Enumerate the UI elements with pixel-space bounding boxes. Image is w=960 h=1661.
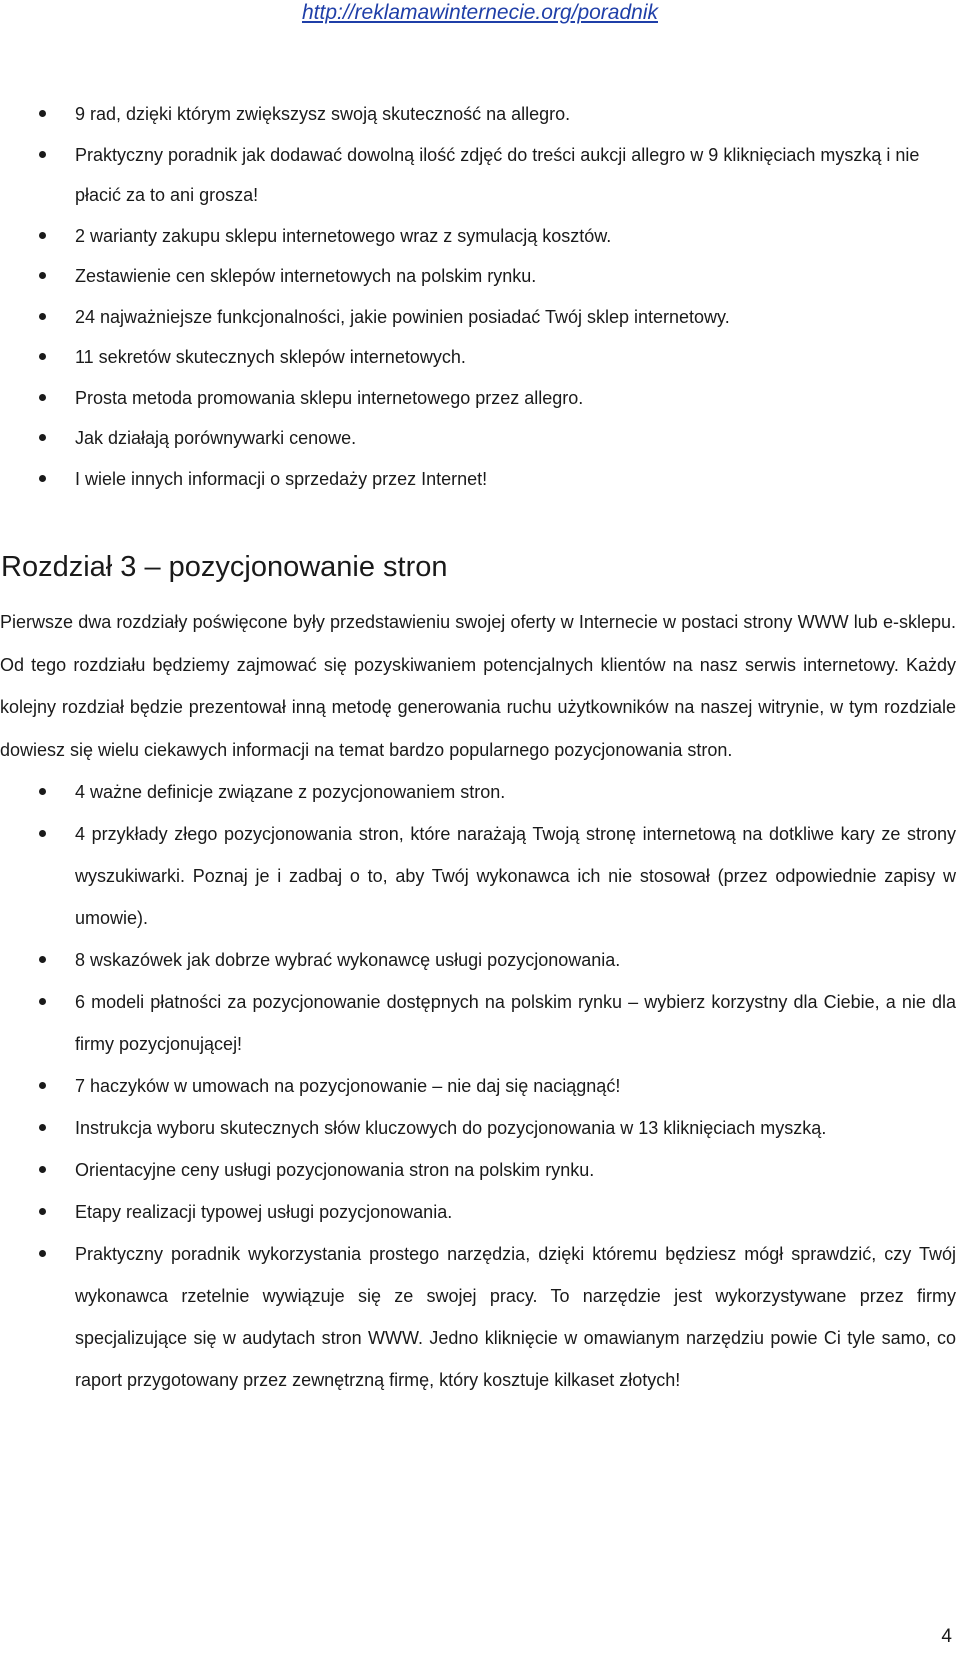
list-item: Orientacyjne ceny usługi pozycjonowania stron na polskim rynku. <box>0 1149 960 1191</box>
page-number: 4 <box>941 1626 952 1647</box>
page-content <box>0 94 960 1401</box>
list-item: 8 wskazówek jak dobrze wybrać wykonawcę usługi pozycjonowania. <box>0 939 960 981</box>
chapter-intro: Pierwsze dwa rozdziały poświęcone były przedstawieniu swojej oferty w Internecie w postaci strony WWW lub e-sklepu. Od tego rozdziału będziemy zajmować się pozyskiwaniem potencjalnych klientów na nasz serwis internetowy. Każdy kolejny rozdział będzie prezentował inną metodę generowania ruchu użytkowników na naszej witrynie, w tym rozdziale dowiesz się wielu ciekawych informacji na temat bardzo popularnego pozycjonowania stron. <box>0 612 956 760</box>
list-item: Etapy realizacji typowej usługi pozycjonowania. <box>0 1191 960 1233</box>
list-item: 7 haczyków w umowach na pozycjonowanie – nie daj się naciągnąć! <box>0 1065 960 1107</box>
list-item: Prosta metoda promowania sklepu internetowego przez allegro. <box>0 378 960 419</box>
list-item: 24 najważniejsze funkcjonalności, jakie powinien posiadać Twój sklep internetowy. <box>0 297 960 338</box>
list-item: 9 rad, dzięki którym zwiększysz swoją skuteczność na allegro. <box>0 94 960 135</box>
list-item: 4 przykłady złego pozycjonowania stron, które narażają Twoją stronę internetową na dotkliwe kary ze strony wyszukiwarki. Poznaj je i zadbaj o to, aby Twój wykonawca ich nie stosował (przez odpowiednie zapisy w umowie). <box>0 813 960 939</box>
list-item: Praktyczny poradnik jak dodawać dowolną ilość zdjęć do treści aukcji allegro w 9 kliknięciach myszką i nie płacić za to ani grosza! <box>0 135 960 216</box>
list-item: 4 ważne definicje związane z pozycjonowaniem stron. <box>0 771 960 813</box>
list-item: Jak działają porównywarki cenowe. <box>0 418 960 459</box>
feature-list-ecommerce <box>0 94 960 499</box>
list-item: 11 sekretów skutecznych sklepów internetowych. <box>0 337 960 378</box>
list-item: Instrukcja wyboru skutecznych słów kluczowych do pozycjonowania w 13 kliknięciach myszką. <box>0 1107 960 1149</box>
chapter-title: Rozdział 3 – pozycjonowanie stron <box>1 551 448 583</box>
list-item: 2 warianty zakupu sklepu internetowego wraz z symulacją kosztów. <box>0 216 960 257</box>
list-item: Praktyczny poradnik wykorzystania prostego narzędzia, dzięki któremu będziesz mógł sprawdzić, czy Twój wykonawca rzetelnie wywiązuje się ze swojej pracy. To narzędzie jest wykorzystywane przez firmy specjalizujące się w audytach stron WWW. Jedno kliknięcie w omawianym narzędziu powie Ci tyle samo, co raport przygotowany przez zewnętrzną firmę, który kosztuje kilkaset złotych! <box>0 1233 960 1401</box>
list-item: I wiele innych informacji o sprzedaży przez Internet! <box>0 459 960 500</box>
header-link[interactable]: http://reklamawinternecie.org/poradnik <box>301 1 658 24</box>
list-item: 6 modeli płatności za pozycjonowanie dostępnych na polskim rynku – wybierz korzystny dla Ciebie, a nie dla firmy pozycjonującej! <box>0 981 960 1065</box>
feature-list-seo <box>0 771 960 1401</box>
list-item: Zestawienie cen sklepów internetowych na polskim rynku. <box>0 256 960 297</box>
